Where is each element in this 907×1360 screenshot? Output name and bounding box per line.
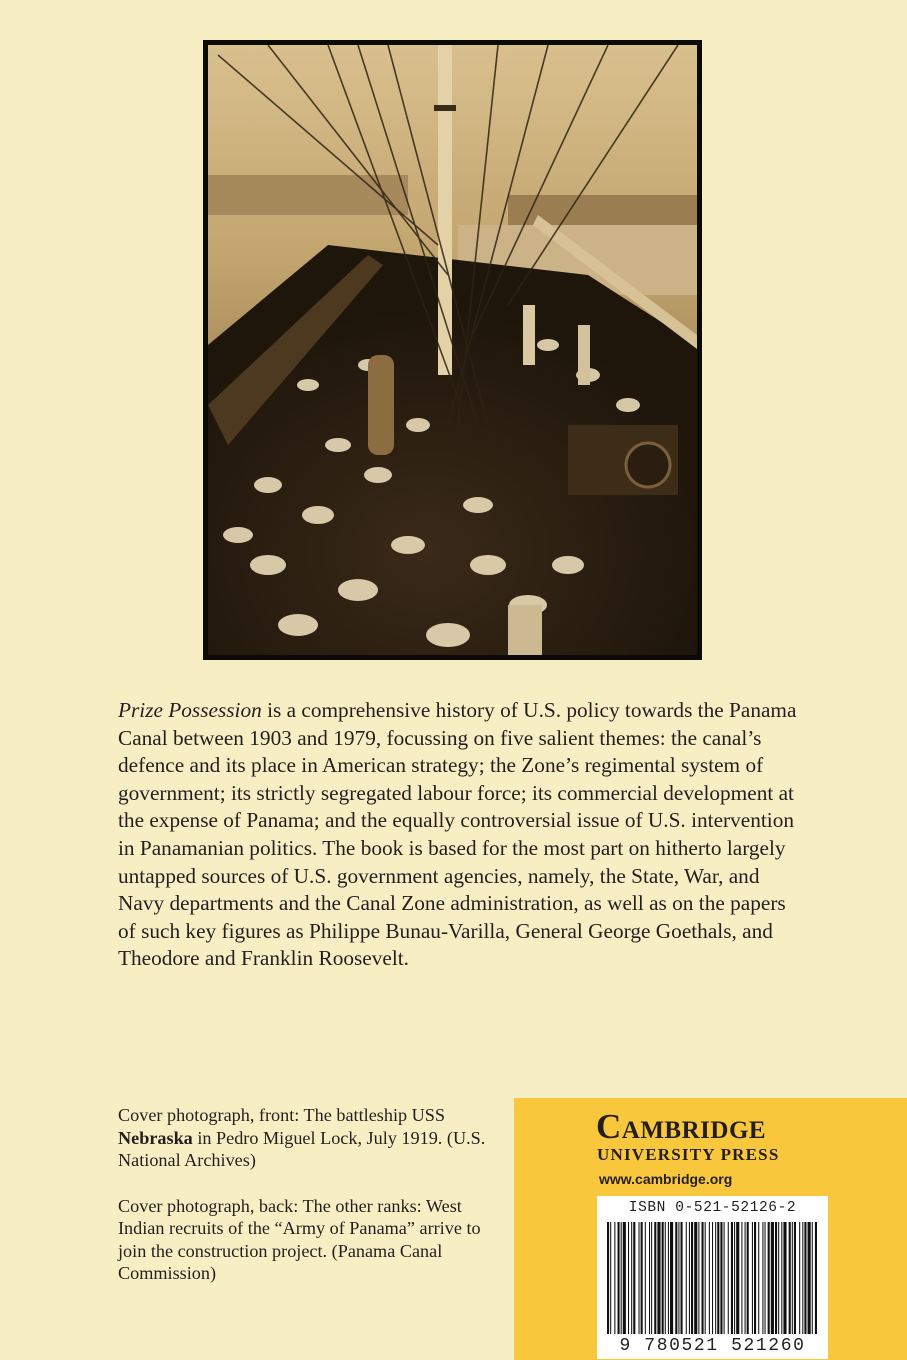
ship-deck-photo — [208, 45, 697, 655]
barcode-bar — [691, 1222, 693, 1334]
barcode-bar — [607, 1222, 609, 1334]
front-credit-prefix: Cover photograph, front: The battleship USS — [118, 1105, 446, 1125]
barcode-bar — [649, 1222, 650, 1334]
description-text: is a comprehensive history of U.S. policy towards the Panama Canal between 1903 and 1979, focussing on five salient themes: the canal’s defence and its place in American strategy; the Zone’s regimental system of government; its strictly segregated labour force; its commercial development at the expense of Panama; and the equally controversial issue of U.S. intervention in Panamanian politics. The book is based for the most part on hitherto largely untapped sources of U.S. government agencies, namely, the State, War, and Navy departments and the Canal Zone administration, as well as on the papers of such key figures as Philippe Bunau-Varilla, General George Goethals, and Theodore and Franklin Roosevelt. — [118, 698, 797, 971]
back-photo-credit: Cover photograph, back: The other ranks: West Indian recruits of the “Army of Panama” arrive to join the construction project. (Panama Canal Commission) — [118, 1195, 481, 1283]
photo-credits — [118, 1104, 488, 1308]
barcode-bar — [686, 1222, 687, 1334]
barcode-bar — [621, 1222, 622, 1334]
barcode-bar — [804, 1222, 806, 1334]
barcode-bar — [789, 1222, 791, 1334]
barcode-bar — [705, 1222, 706, 1334]
barcode-bar — [794, 1222, 796, 1334]
barcode-bar — [792, 1222, 793, 1334]
barcode-bars — [607, 1222, 818, 1334]
barcode-bar — [712, 1222, 713, 1334]
barcode-bar — [668, 1222, 669, 1334]
barcode-bar — [641, 1222, 643, 1334]
barcode-bar — [808, 1222, 811, 1334]
barcode-bar — [741, 1222, 742, 1334]
barcode-bar — [765, 1222, 766, 1334]
front-credit-suffix: in Pedro Miguel Lock, July 1919. (U.S. National Archives) — [118, 1127, 486, 1170]
barcode-bar — [694, 1222, 697, 1334]
barcode-bar — [768, 1222, 770, 1334]
barcode-bar — [689, 1222, 690, 1334]
barcode-digits: 9 780521 521260 — [619, 1336, 806, 1356]
barcode-bar — [639, 1222, 640, 1334]
publisher-subtitle: UNIVERSITY PRESS — [597, 1145, 780, 1164]
barcode-bar — [715, 1222, 716, 1334]
barcode-bar — [614, 1222, 615, 1334]
barcode-bar — [781, 1222, 782, 1334]
publisher-name: Cambridge — [596, 1107, 767, 1146]
barcode-bar — [657, 1222, 660, 1334]
barcode-bar — [681, 1222, 683, 1334]
barcode-bar — [702, 1222, 704, 1334]
barcode-bar — [724, 1222, 725, 1334]
back-cover-photograph — [203, 40, 702, 660]
barcode-bar — [802, 1222, 803, 1334]
barcode-bar — [783, 1222, 786, 1334]
barcode-bar — [728, 1222, 729, 1334]
barcode-bar — [623, 1222, 626, 1334]
isbn-barcode — [597, 1196, 828, 1359]
barcode-bar — [717, 1222, 719, 1334]
barcode-bar — [610, 1222, 611, 1334]
barcode-bar — [651, 1222, 652, 1334]
barcode-bar — [771, 1222, 774, 1334]
barcode-bar — [799, 1222, 800, 1334]
publisher-url: www.cambridge.org — [599, 1171, 733, 1187]
barcode-bar — [654, 1222, 656, 1334]
publisher-panel — [514, 1098, 907, 1360]
barcode-bar — [736, 1222, 739, 1334]
barcode-bar — [812, 1222, 813, 1334]
ship-name: Nebraska — [118, 1127, 193, 1148]
barcode-bar — [778, 1222, 779, 1334]
barcode-bar — [775, 1222, 777, 1334]
isbn-number: ISBN 0-521-52126-2 — [628, 1200, 797, 1216]
barcode-bar — [752, 1222, 753, 1334]
barcode-bar — [747, 1222, 749, 1334]
barcode-bar — [734, 1222, 735, 1334]
barcode-bar — [645, 1222, 646, 1334]
barcode-bar — [675, 1222, 677, 1334]
barcode-bar — [758, 1222, 759, 1334]
barcode-bar — [633, 1222, 635, 1334]
front-photo-credit — [118, 1104, 488, 1172]
barcode-bar — [815, 1222, 817, 1334]
barcode-bar — [670, 1222, 673, 1334]
barcode-bar — [662, 1222, 664, 1334]
barcode-bar — [754, 1222, 756, 1334]
barcode-bar — [678, 1222, 679, 1334]
book-title: Prize Possession — [118, 698, 262, 722]
barcode-bar — [720, 1222, 722, 1334]
barcode-bar — [698, 1222, 699, 1334]
barcode-bar — [618, 1222, 620, 1334]
book-description — [118, 697, 798, 973]
barcode-bar — [628, 1222, 629, 1334]
barcode-bar — [745, 1222, 746, 1334]
barcode-bar — [709, 1222, 710, 1334]
barcode-bar — [665, 1222, 666, 1334]
barcode-bar — [762, 1222, 763, 1334]
barcode-bar — [731, 1222, 733, 1334]
barcode-bar — [631, 1222, 632, 1334]
